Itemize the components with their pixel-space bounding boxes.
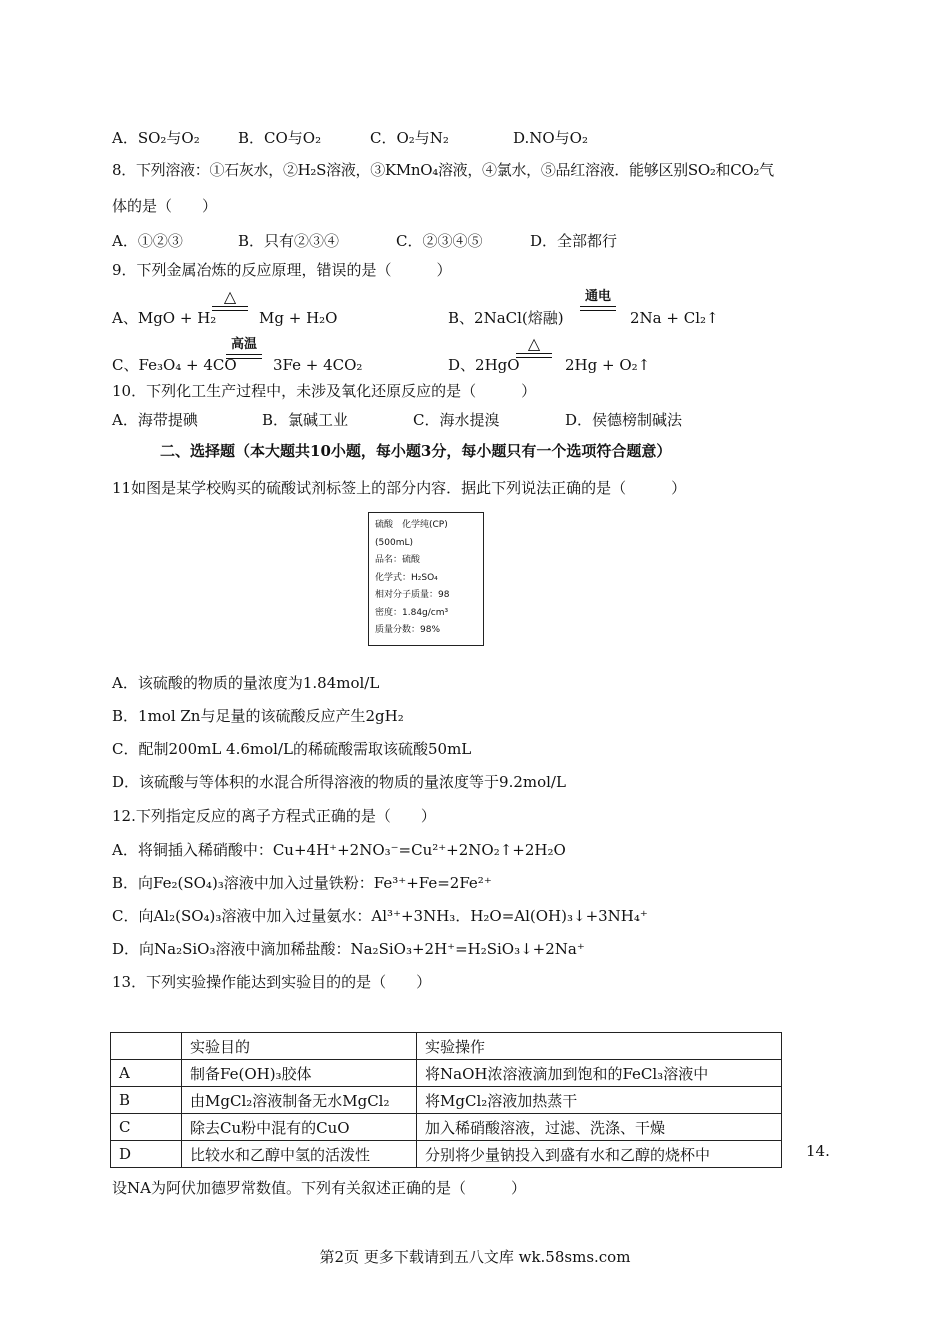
q9-option-d-products: 2Hg + O₂↑ <box>565 356 651 374</box>
q8-stem-line1: 8．下列溶液：①石灰水，②H₂S溶液，③KMnO₄溶液，④氯水，⑤品红溶液．能够区别SO₂和CO₂气 <box>112 161 774 179</box>
equals-sign <box>212 306 248 311</box>
q8-option-a: A．①②③ <box>112 232 183 250</box>
q11-option-c: C．配制200mL 4.6mol/L的稀硫酸需取该硫酸50mL <box>112 740 472 758</box>
table-cell: C <box>111 1114 182 1141</box>
q9-option-c-reactants: C、Fe₃O₄ + 4CO <box>112 356 237 374</box>
reagent-label-line: 相对分子质量：98 <box>375 590 450 600</box>
reagent-label-line: 质量分数：98% <box>375 625 441 635</box>
q12-option-c: C．向Al₂(SO₄)₃溶液中加入过量氨水：Al³⁺+3NH₃．H₂O=Al(OH)₃↓+3NH₄⁺ <box>112 907 648 925</box>
table-row <box>111 1060 782 1087</box>
experiment-table <box>110 1032 782 1168</box>
table-row <box>111 1141 782 1168</box>
q8-option-b: B．只有②③④ <box>238 232 340 250</box>
q10-stem: 10．下列化工生产过程中，未涉及氧化还原反应的是（ ） <box>112 382 537 400</box>
heat-symbol-icon: △ <box>527 334 541 353</box>
table-cell: 加入稀硝酸溶液，过滤、洗涤、干燥 <box>417 1114 782 1141</box>
q8-option-d: D．全部都行 <box>530 232 618 250</box>
q8-stem-line2: 体的是（ ） <box>112 197 218 215</box>
q10-option-b: B．氯碱工业 <box>262 411 349 429</box>
q14-stem: 设NA为阿伏加德罗常数值。下列有关叙述正确的是（ ） <box>112 1179 526 1197</box>
q11-stem: 11如图是某学校购买的硫酸试剂标签上的部分内容．据此下列说法正确的是（ ） <box>112 479 687 497</box>
table-cell: B <box>111 1087 182 1114</box>
q10-option-c: C．海水提溴 <box>413 411 500 429</box>
reagent-label-line: 硫酸 化学纯(CP) <box>375 520 448 530</box>
table-cell: 制备Fe(OH)₃胶体 <box>182 1060 417 1087</box>
q7-option-a: A．SO₂与O₂ <box>112 129 200 147</box>
q9-option-a-reactants: A、MgO + H₂ <box>112 309 217 327</box>
q9-option-c-condition <box>226 338 262 359</box>
equals-sign <box>516 353 552 358</box>
reagent-label-line: 品名：硫酸 <box>375 555 421 565</box>
reagent-label-line: 化学式：H₂SO₄ <box>375 572 438 583</box>
table-cell: 将NaOH浓溶液滴加到饱和的FeCl₃溶液中 <box>417 1060 782 1087</box>
section-2-heading: 二、选择题（本大题共10小题，每小题3分，每小题只有一个选项符合题意） <box>160 442 672 460</box>
table-header-row <box>111 1033 782 1060</box>
q12-option-a: A．将铜插入稀硝酸中：Cu+4H⁺+2NO₃⁻=Cu²⁺+2NO₂↑+2H₂O <box>112 841 566 859</box>
q11-option-d: D．该硫酸与等体积的水混合所得溶液的物质的量浓度等于9.2mol/L <box>112 773 566 791</box>
q9-option-b-reactants: B、2NaCl(熔融) <box>448 309 564 327</box>
reagent-label-line: (500mL) <box>375 537 413 548</box>
table-cell: 由MgCl₂溶液制备无水MgCl₂ <box>182 1087 417 1114</box>
table-row <box>111 1114 782 1141</box>
q13-stem: 13．下列实验操作能达到实验目的的是（ ） <box>112 973 432 991</box>
q9-option-b-products: 2Na + Cl₂↑ <box>630 309 719 327</box>
q7-option-c: C．O₂与N₂ <box>370 129 449 147</box>
reagent-label <box>368 512 484 646</box>
table-row <box>111 1087 782 1114</box>
q12-stem: 12.下列指定反应的离子方程式正确的是（ ） <box>112 807 436 825</box>
q10-option-d: D．侯德榜制碱法 <box>565 411 683 429</box>
q9-option-b-condition <box>580 290 616 311</box>
q12-option-d: D．向Na₂SiO₃溶液中滴加稀盐酸：Na₂SiO₃+2H⁺=H₂SiO₃↓+2Na⁺ <box>112 940 585 958</box>
q9-option-c-condition-label: 高温 <box>230 337 257 352</box>
q7-option-d: D.NO与O₂ <box>513 129 588 147</box>
q9-option-a-products: Mg + H₂O <box>259 309 338 327</box>
table-header-cell: 实验目的 <box>182 1033 417 1060</box>
equals-sign <box>580 306 616 311</box>
q9-option-a-condition <box>212 287 248 311</box>
table-cell: D <box>111 1141 182 1168</box>
page-footer: 第2页 更多下载请到五八文库 wk.58sms.com <box>319 1248 631 1266</box>
equals-sign <box>226 354 262 359</box>
q7-option-b: B．CO与O₂ <box>238 129 322 147</box>
reagent-label-line: 密度：1.84g/cm³ <box>375 607 449 618</box>
q11-option-b: B．1mol Zn与足量的该硫酸反应产生2gH₂ <box>112 707 404 725</box>
q9-option-c-products: 3Fe + 4CO₂ <box>273 356 363 374</box>
q9-option-b-condition-label: 通电 <box>584 289 611 304</box>
q9-option-d-reactants: D、2HgO <box>448 356 520 374</box>
table-cell: 比较水和乙醇中氢的活泼性 <box>182 1141 417 1168</box>
table-cell: 除去Cu粉中混有的CuO <box>182 1114 417 1141</box>
table-header-cell: 实验操作 <box>417 1033 782 1060</box>
q10-option-a: A．海带提碘 <box>112 411 198 429</box>
q12-option-b: B．向Fe₂(SO₄)₃溶液中加入过量铁粉：Fe³⁺+Fe=2Fe²⁺ <box>112 874 492 892</box>
table-header-cell <box>111 1033 182 1060</box>
q11-option-a: A．该硫酸的物质的量浓度为1.84mol/L <box>112 674 380 692</box>
table-cell: 分别将少量钠投入到盛有水和乙醇的烧杯中 <box>417 1141 782 1168</box>
q9-option-d-condition <box>516 334 552 358</box>
table-cell: 将MgCl₂溶液加热蒸干 <box>417 1087 782 1114</box>
q14-number: 14. <box>806 1142 830 1160</box>
q8-option-c: C．②③④⑤ <box>396 232 483 250</box>
q9-stem: 9．下列金属冶炼的反应原理，错误的是（ ） <box>112 261 452 279</box>
heat-symbol-icon: △ <box>223 287 237 306</box>
table-cell: A <box>111 1060 182 1087</box>
